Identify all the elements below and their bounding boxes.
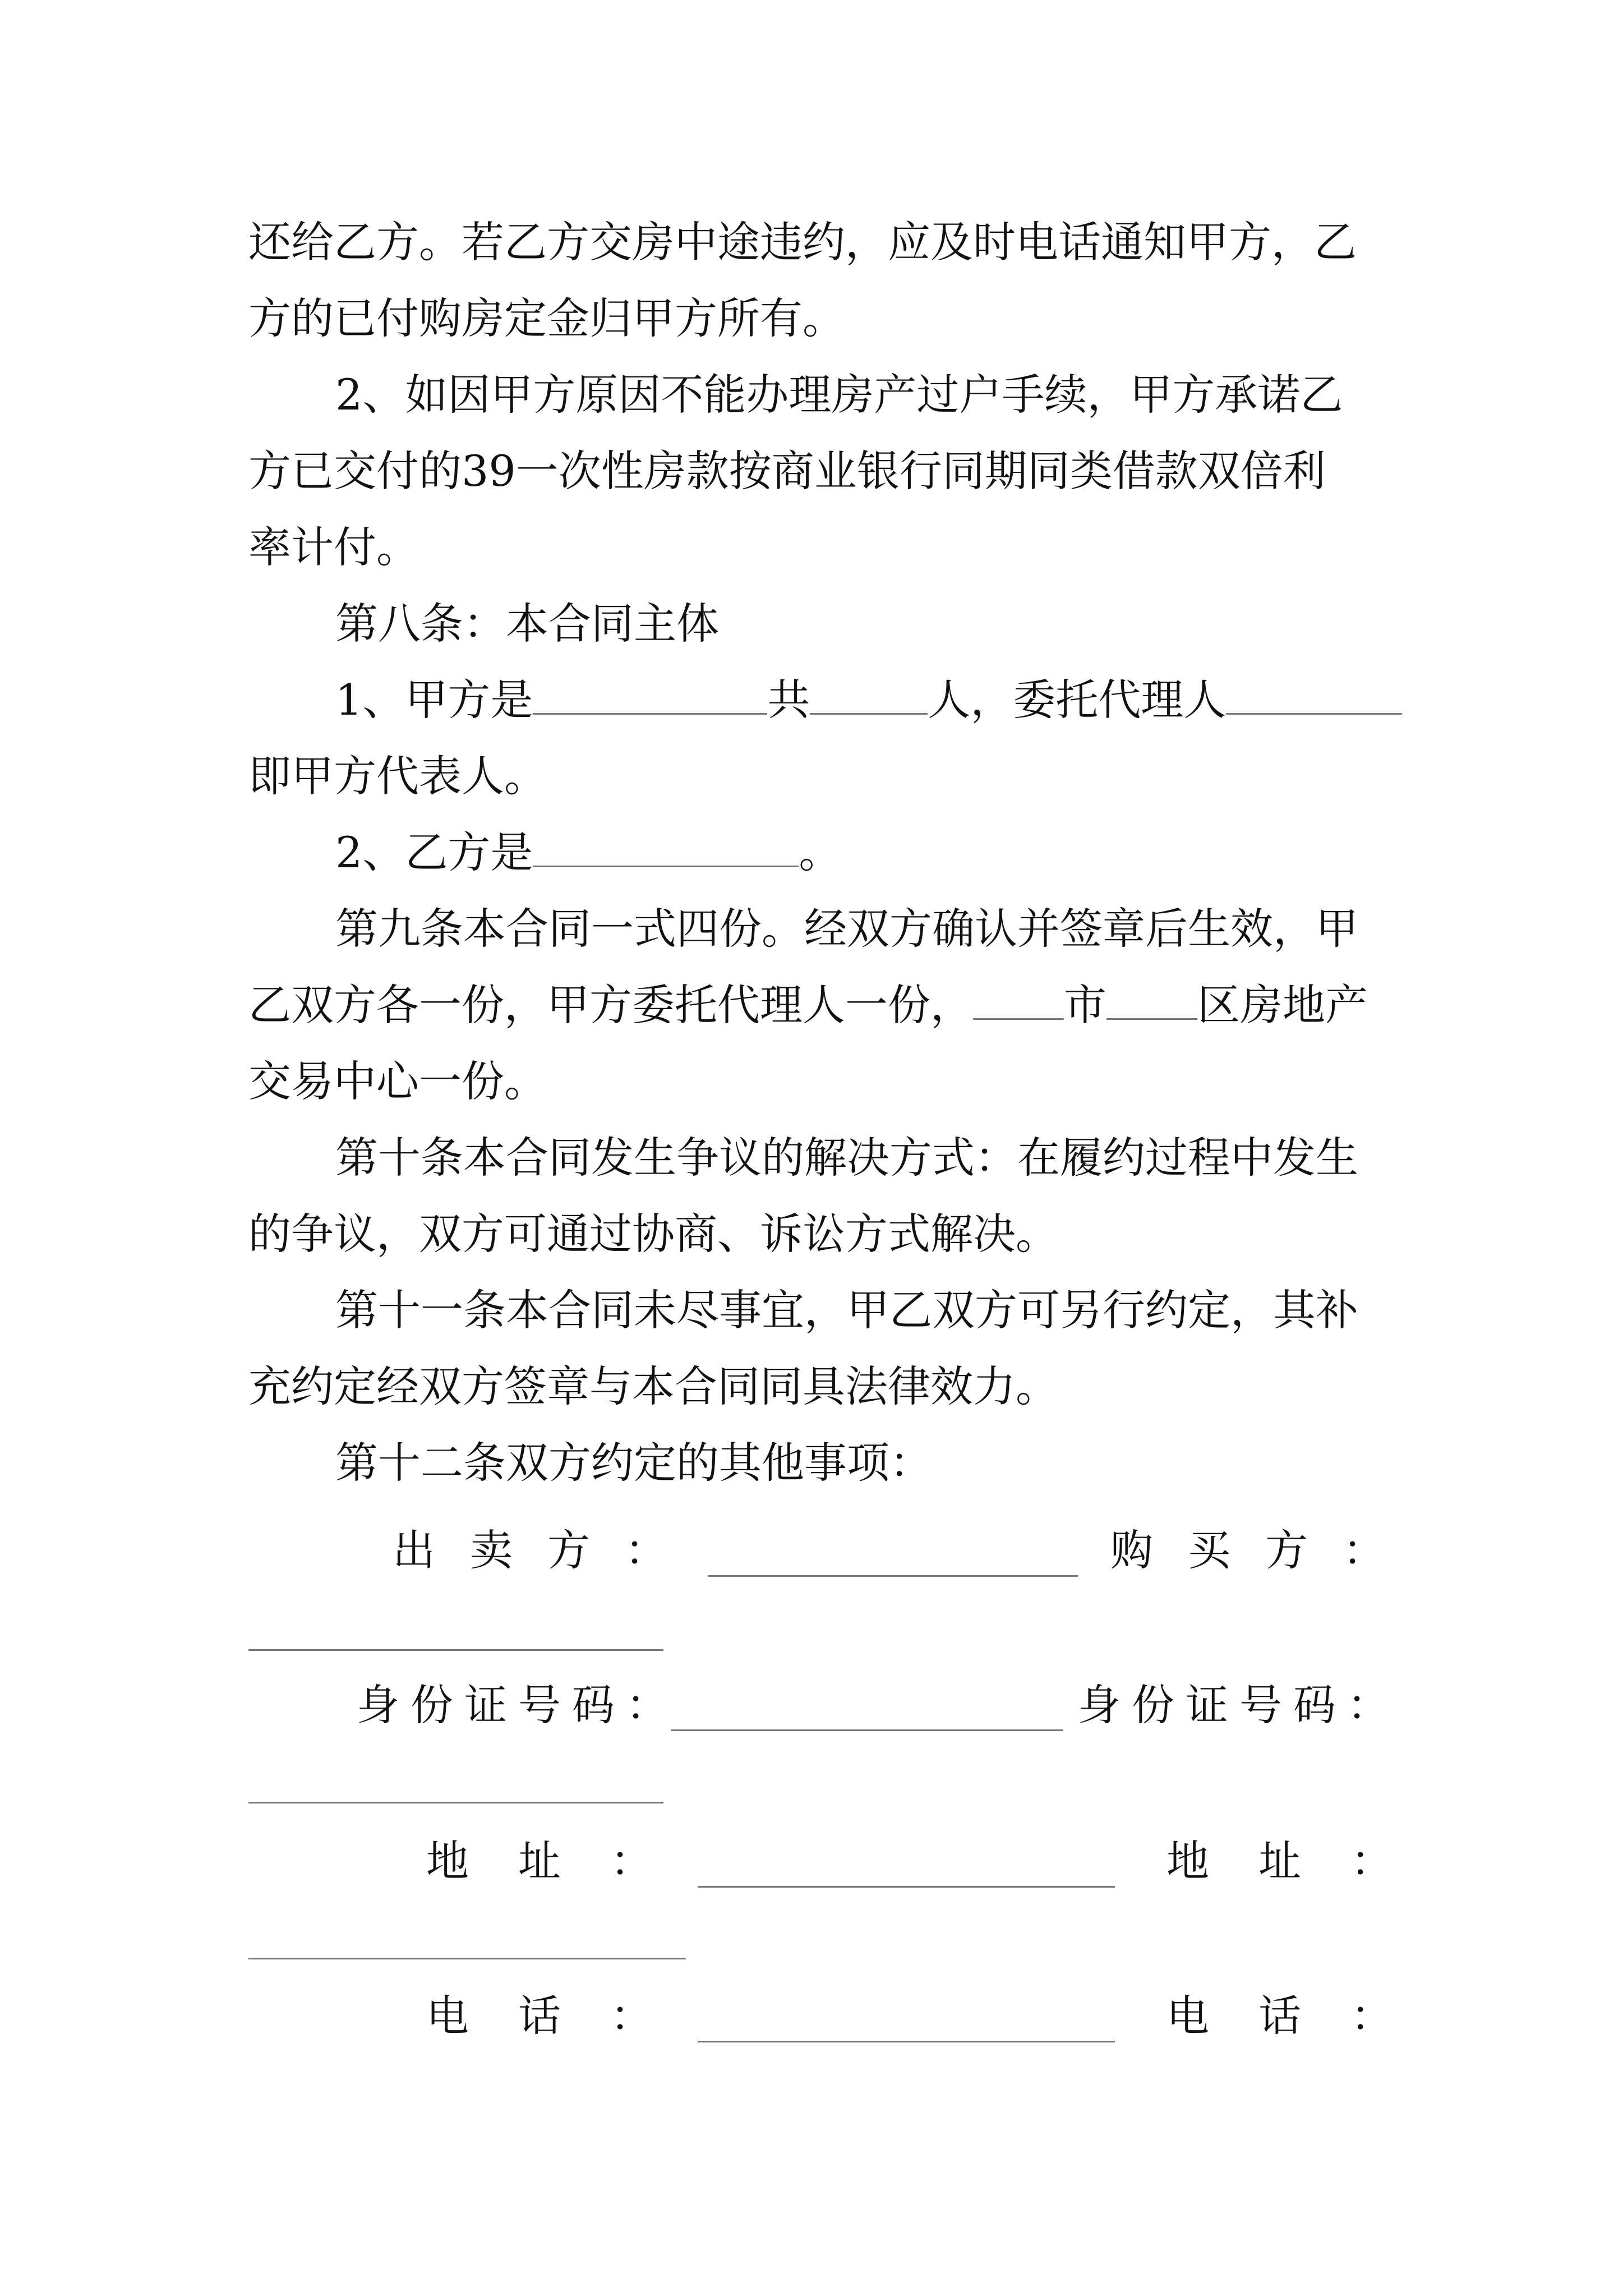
clause-8-item-1-line <box>335 672 1402 728</box>
district-label: 区房地产 <box>1197 980 1368 1030</box>
paragraph-line: 还给乙方。若乙方交房中途违约，应及时电话通知甲方，乙 <box>248 217 1357 267</box>
phone-label-left: 电话： <box>426 1991 702 2041</box>
party-b-name-blank <box>533 825 799 867</box>
clause-8-heading: 第八条：本合同主体 <box>335 599 719 648</box>
phone-label-right: 电话： <box>1166 1991 1442 2041</box>
clause-12-line: 第十二条双方约定的其他事项： <box>335 1438 932 1488</box>
city-blank <box>973 978 1064 1020</box>
party-a-name-blank <box>533 673 767 715</box>
party-a-label: 1、甲方是 <box>335 675 533 725</box>
seller-id-line <box>671 1729 1063 1731</box>
party-a-count-blank <box>810 673 928 715</box>
clause-11-line: 第十一条本合同未尽事宜，甲乙双方可另行约定，其补 <box>335 1285 1358 1335</box>
paragraph-line: 充约定经双方签章与本合同同具法律效力。 <box>248 1361 1058 1411</box>
buyer-address-line <box>248 1958 686 1959</box>
id-number-label-right: 身份证号码： <box>1078 1680 1401 1730</box>
seller-signature-line <box>708 1575 1078 1577</box>
clause-9-text: 乙双方各一份，甲方委托代理人一份， <box>248 980 973 1030</box>
paragraph-line: 交易中心一份。 <box>248 1056 547 1106</box>
paragraph-line: 的争议，双方可通过协商、诉讼方式解决。 <box>248 1209 1058 1259</box>
buyer-label: 购买方： <box>1110 1525 1420 1575</box>
clause-10-line: 第十条本合同发生争议的解决方式：在履约过程中发生 <box>335 1133 1358 1182</box>
address-label-left: 地址： <box>426 1836 702 1886</box>
party-b-label: 2、乙方是 <box>335 827 533 877</box>
party-b-end: 。 <box>799 827 842 877</box>
address-label-right: 地址： <box>1166 1836 1442 1886</box>
agent-name-blank <box>1226 673 1402 715</box>
clause-9-line: 第九条本合同一式四份。经双方确认并签章后生效，甲 <box>335 904 1358 954</box>
id-number-label-left: 身份证号码： <box>357 1680 680 1730</box>
buyer-signature-line <box>248 1649 663 1651</box>
clause-8-item-2-line <box>335 825 841 881</box>
party-a-count-label: 共 <box>767 675 810 725</box>
agent-label: 人，委托代理人 <box>928 675 1227 725</box>
seller-address-line <box>698 1886 1115 1888</box>
paragraph-line: 方已交付的39一次性房款按商业银行同期同类借款双倍利 <box>248 446 1326 496</box>
paragraph-line: 即甲方代表人。 <box>248 751 547 801</box>
paragraph-line: 方的已付购房定金归甲方所有。 <box>248 293 845 343</box>
district-blank <box>1106 978 1197 1020</box>
buyer-id-line <box>248 1802 663 1803</box>
clause-7-item-2-line: 2、如因甲方原因不能办理房产过户手续，甲方承诺乙 <box>335 370 1343 420</box>
seller-label: 出卖方： <box>393 1525 702 1575</box>
clause-9-line-2 <box>248 977 1368 1033</box>
city-label: 市 <box>1064 980 1106 1030</box>
seller-phone-line <box>698 2041 1115 2042</box>
paragraph-line: 率计付。 <box>248 522 419 572</box>
